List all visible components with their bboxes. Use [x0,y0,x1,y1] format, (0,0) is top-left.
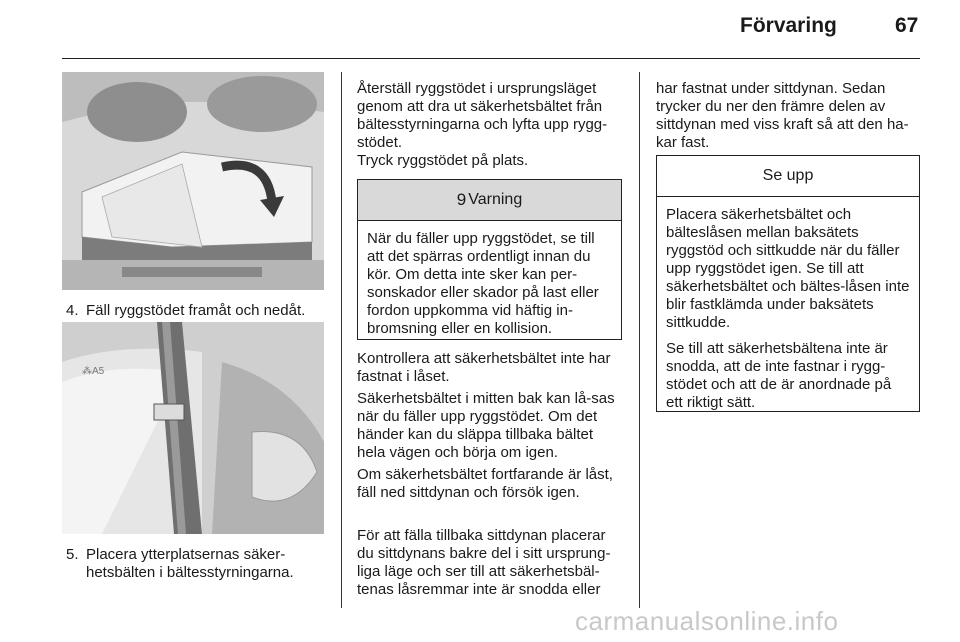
belt-guide-photo [62,322,324,534]
section-title: Förvaring [740,14,837,37]
paragraph-check-lock: Kontrollera att säkerhetsbältet inte har fastnat i låset. [357,350,611,385]
paragraph-restore-seatback: Återställ ryggstödet i ursprungsläget genom att dra ut säkerhetsbältet från bältesstyrningarna och lyfta upp rygg-stödet. [357,80,608,151]
caution-paragraph-1: Placera säkerhetsbältet och bälteslåsen mellan baksätets ryggstöd och sittkudde när du fäller upp ryggstödet igen. Se till att säkerhetsbältet och bältes-låsen inte blir fastklämda under baksätets sittkudde. [666,206,910,331]
warning-title: Varning [468,191,523,208]
warning-triangle-icon: 9 [456,190,467,209]
paragraph-fold-cushion: För att fälla tillbaka sittdynan placerar du sittdynans bakre del i sitt ursprung-liga läge och ser till att säkerhetsbäl-tenas låsremmar inte är snodda eller [357,527,611,598]
step-5 [66,546,328,582]
paragraph-push-seatback: Tryck ryggstödet på plats. [357,152,529,169]
caution-title: Se upp [762,167,814,184]
page-number: 67 [895,14,919,37]
folded-seatback-photo [62,72,324,290]
caution-header [657,156,919,197]
paragraph-middle-belt: Säkerhetsbältet i mitten bak kan lå-sas när du fäller upp ryggstödet. Om det händer kan du släppa tillbaka bältet hela vägen och börja om igen. [357,390,615,461]
caution-box [656,155,920,412]
caution-paragraph-2: Se till att säkerhetsbältena inte är snodda, att de inte fastnar i rygg-stödet och att de är anordnade på ett riktigt sätt. [666,340,892,411]
warning-text: När du fäller upp ryggstödet, se till att det spärras ordentligt innan du kör. Om detta inte sker kan per-sonskador eller skador på last eller fordon uppkomma vid häftig in-bromsning eller en kollision. [367,230,599,337]
watermark: carmanualsonline.info [575,606,839,636]
step-number: 5. [66,546,79,563]
caution-body [657,197,919,412]
column-divider-1 [341,72,342,608]
column-divider-2 [639,72,640,608]
paragraph-press-cushion: har fastnat under sittdynan. Sedan trycker du ner den främre delen av sittdynan med viss kraft så att den ha-kar fast. [656,80,909,151]
step-text: Fäll ryggstödet framåt och nedåt. [86,302,306,319]
step-text: Placera ytterplatsernas säker-hetsbälten i bältesstyrningarna. [86,546,294,581]
warning-box [357,179,622,340]
header-divider [62,58,920,59]
warning-header [358,180,621,221]
step-number: 4. [66,302,79,319]
svg-text:⁂A5: ⁂A5 [82,366,105,377]
paragraph-still-locked: Om säkerhetsbältet fortfarande är låst, fäll ned sittdynan och försök igen. [357,466,613,501]
step-4 [66,302,328,320]
